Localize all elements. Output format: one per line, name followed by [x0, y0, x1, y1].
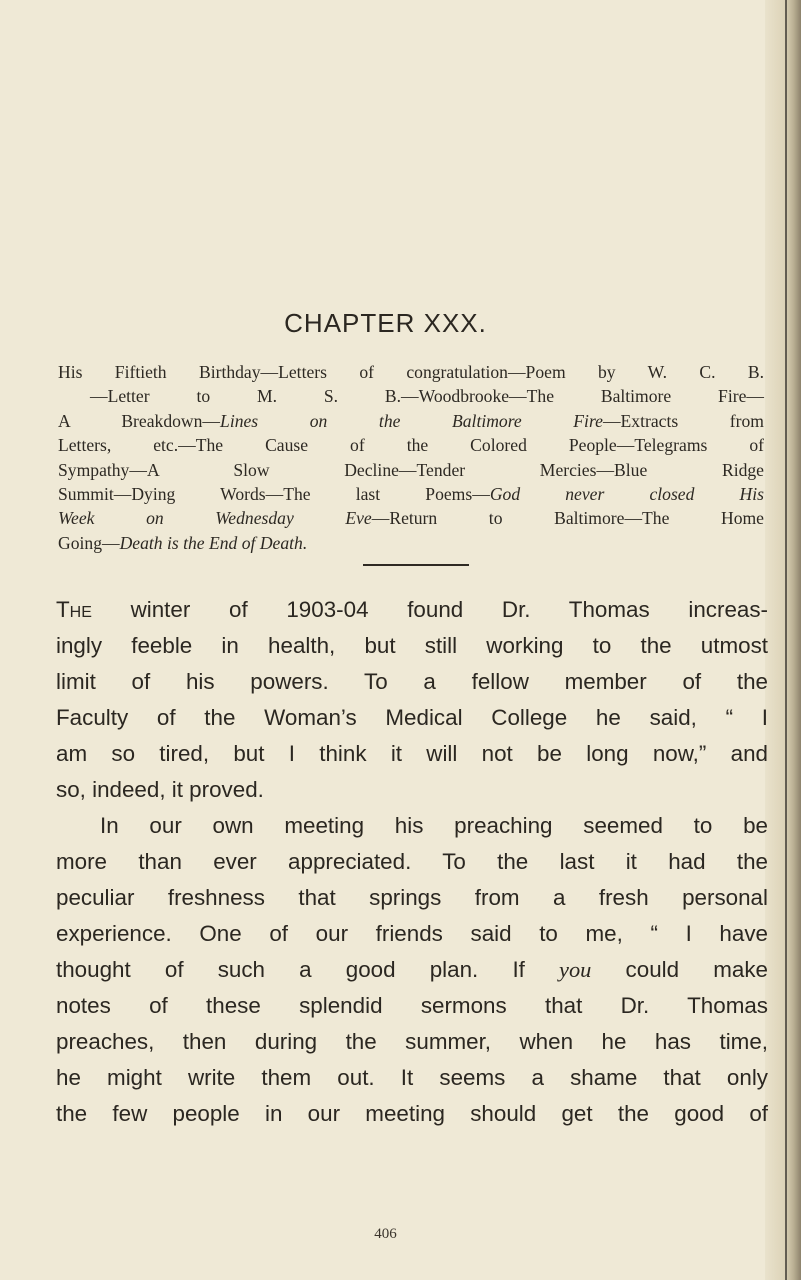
- page-edge-line: [785, 0, 787, 1280]
- synopsis-line: [58, 482, 764, 506]
- page-edge: [765, 0, 801, 1280]
- synopsis-italic-text: Death is the End of Death.: [119, 532, 308, 553]
- synopsis-line: [58, 506, 764, 530]
- body-line-text: more than ever appreciated. To the last it had the: [56, 849, 768, 874]
- synopsis-line: [58, 433, 764, 457]
- synopsis-line: [58, 531, 764, 555]
- body-line-text: experience. One of our friends said to me, “ I have: [56, 921, 768, 946]
- body-line: [56, 736, 768, 772]
- body-line-text: the few people in our meeting should get the good of: [56, 1101, 768, 1126]
- body-line: [56, 628, 768, 664]
- body-line-text: limit of his powers. To a fellow member of the: [56, 669, 768, 694]
- synopsis-line: [58, 360, 764, 384]
- synopsis-text: —Extracts from: [602, 410, 764, 431]
- chapter-title: CHAPTER XXX.: [284, 308, 487, 338]
- body-text: [56, 592, 768, 1132]
- synopsis-line: [58, 384, 764, 408]
- body-line: [56, 592, 768, 628]
- body-line-text: winter of 1903-04 found Dr. Thomas increas-: [91, 597, 768, 622]
- body-line-text: he might write them out. It seems a shame that only: [56, 1065, 768, 1090]
- synopsis-italic-text: Lines on the Baltimore Fire: [220, 410, 603, 431]
- body-line-text: could make: [591, 957, 768, 982]
- body-line: [56, 880, 768, 916]
- body-line-text: preaches, then during the summer, when he has time,: [56, 1029, 768, 1054]
- synopsis-text: Sympathy—A Slow Decline—Tender Mercies—Blue Ridge: [58, 459, 764, 480]
- body-line-text: so, indeed, it proved.: [56, 777, 264, 802]
- synopsis-text: His Fiftieth Birthday—Letters of congratulation—Poem by W. C. B.: [58, 362, 764, 382]
- body-line-text: peculiar freshness that springs from a fresh personal: [56, 885, 768, 910]
- synopsis-text: Letters, etc.—The Cause of the Colored People—Telegrams of: [58, 435, 764, 456]
- synopsis-text: Summit—Dying Words—The last Poems—: [58, 483, 490, 504]
- body-line: [56, 916, 768, 952]
- body-line: [56, 952, 768, 988]
- body-line: [56, 1024, 768, 1060]
- body-line: [56, 664, 768, 700]
- synopsis-italic-text: Week on Wednesday Eve: [58, 508, 372, 529]
- body-line-text: am so tired, but I think it will not be long now,” and: [56, 741, 768, 766]
- body-line: [56, 772, 768, 808]
- page-number: 406: [374, 1226, 397, 1242]
- body-line-text: thought of such a good plan. If: [56, 957, 560, 982]
- body-line-text: Faculty of the Woman’s Medical College he said, “ I: [56, 705, 768, 730]
- body-line: [56, 700, 768, 736]
- synopsis-line: [58, 409, 764, 433]
- synopsis-line: [58, 458, 764, 482]
- synopsis-text: —Letter to M. S. B.—Woodbrooke—The Baltimore Fire—: [90, 386, 764, 407]
- synopsis-italic-text: God never closed His: [489, 483, 764, 504]
- body-line: [56, 1060, 768, 1096]
- body-line-text: ingly feeble in health, but still working to the utmost: [56, 633, 768, 658]
- body-line-text: notes of these splendid sermons that Dr. Thomas: [56, 993, 768, 1018]
- body-line: [56, 808, 768, 844]
- synopsis-text: —Return to Baltimore—The Home: [371, 508, 764, 529]
- section-divider: [363, 564, 469, 566]
- opening-word: The: [56, 597, 92, 622]
- emphasized-word: you: [559, 957, 592, 982]
- body-line: [56, 988, 768, 1024]
- synopsis-text: Going—: [58, 532, 120, 553]
- synopsis-text: A Breakdown—: [58, 410, 221, 431]
- body-line: [56, 1096, 768, 1132]
- chapter-synopsis: [58, 360, 764, 555]
- body-line: [56, 844, 768, 880]
- body-line-text: In our own meeting his preaching seemed to be: [100, 813, 768, 838]
